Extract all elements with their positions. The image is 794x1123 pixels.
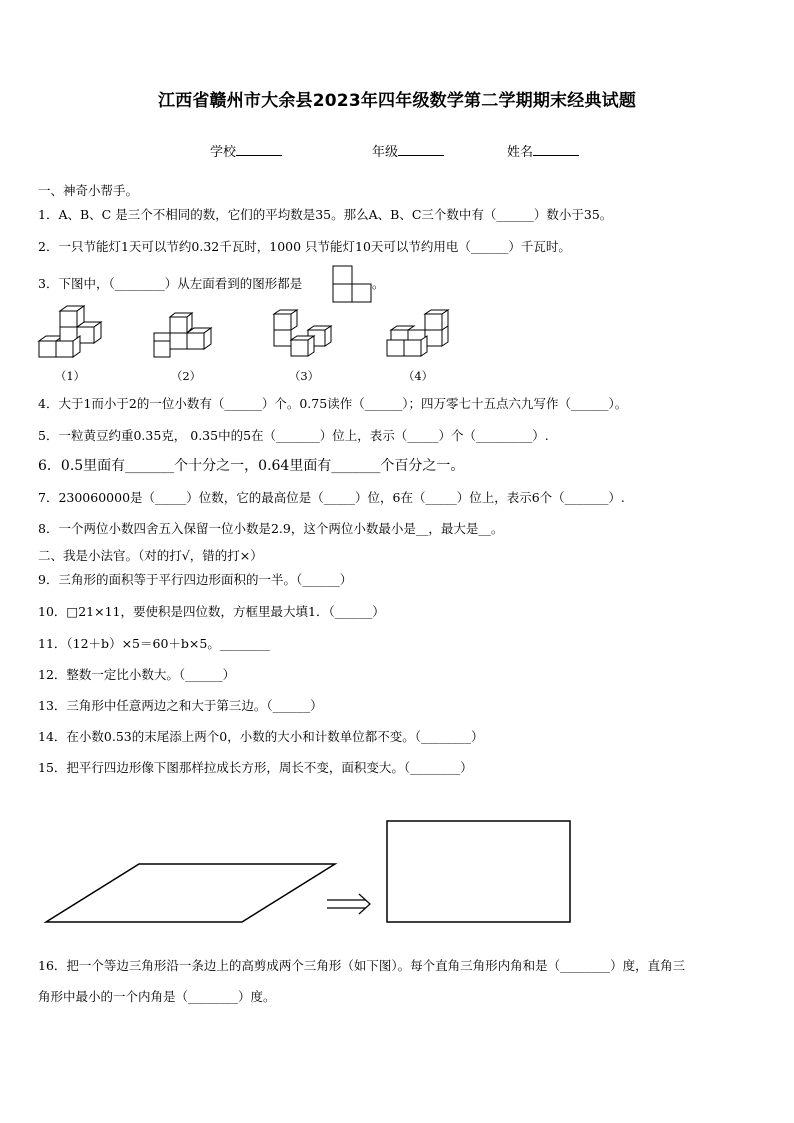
- parallelogram-figure: [40, 860, 340, 926]
- question-4: 4．大于1而小于2的一位小数有（______）个。0.75读作（______）；四万零七十五点六九写作（______）。: [38, 396, 628, 411]
- question-14: 14．在小数0.53的末尾添上两个0，小数的大小和计数单位都不变。（________）: [38, 729, 484, 744]
- grade-field[interactable]: [372, 141, 444, 160]
- question-15: 15．把平行四边形像下图那样拉成长方形，周长不变，面积变大。（________）: [38, 760, 473, 775]
- question-9: 9．三角形的面积等于平行四边形面积的一半。（______）: [38, 572, 353, 587]
- figure-1-caption: （1）: [54, 369, 86, 383]
- grade-label: 年级: [372, 145, 399, 160]
- question-8: 8．一个两位小数四舍五入保留一位小数是2.9，这个两位小数最小是__，最大是__。: [38, 521, 504, 536]
- question-16-line-1: 16．把一个等边三角形沿一条边上的高剪成两个三角形（如下图）。每个直角三角形内角和是（________）度，直角三: [38, 958, 686, 973]
- cube-figure-1: [38, 310, 106, 360]
- section-heading-2: 二、我是小法官。（对的打√，错的打×）: [38, 548, 263, 563]
- double-arrow-icon: [326, 892, 372, 916]
- page-title: 江西省赣州市大余县2023年四年级数学第二学期期末经典试题: [157, 91, 637, 111]
- question-16-line-2: 角形中最小的一个内角是（________）度。: [38, 989, 276, 1004]
- front-view-figure: [332, 265, 372, 303]
- name-blank[interactable]: [533, 143, 579, 156]
- school-label: 学校: [210, 145, 237, 160]
- figure-3-caption: （3）: [288, 369, 320, 383]
- question-7: 7．230060000是（_____）位数，它的最高位是（_____）位，6在（_____）位上，表示6个（_______）.: [38, 490, 625, 505]
- grade-blank[interactable]: [398, 143, 444, 156]
- question-5: 5．一粒黄豆约重0.35克， 0.35中的5在（_______）位上，表示（_____）个（_________）.: [38, 428, 549, 443]
- figure-2-caption: （2）: [170, 369, 202, 383]
- question-13: 13．三角形中任意两边之和大于第三边。（______）: [38, 698, 323, 713]
- question-12: 12．整数一定比小数大。（______）: [38, 667, 236, 682]
- question-11: 11．（12＋b）×5＝60＋b×5。________: [38, 636, 270, 651]
- cube-figure-4: [386, 310, 452, 360]
- question-3-end: 。: [372, 276, 385, 291]
- figure-4-caption: （4）: [402, 369, 434, 383]
- rectangle-figure: [386, 820, 572, 924]
- cube-figure-2: [153, 312, 219, 360]
- name-field[interactable]: [507, 141, 579, 160]
- question-1: 1．A、B、C 是三个不相同的数，它们的平均数是35。那么A、B、C三个数中有（______）数小于35。: [38, 207, 613, 222]
- question-10: 10．□21×11，要使积是四位数，方框里最大填1．（______）: [38, 604, 385, 619]
- question-6: 6．0.5里面有_______个十分之一，0.64里面有_______个百分之一。: [38, 458, 465, 474]
- school-field[interactable]: [210, 141, 282, 160]
- question-3: 3．下图中，（________）从左面看到的图形都是: [38, 276, 303, 291]
- cube-figure-3: [273, 310, 339, 360]
- section-heading-1: 一、神奇小帮手。: [38, 183, 139, 198]
- question-2: 2．一只节能灯1天可以节约0.32千瓦时，1000 只节能灯10天可以节约用电（______）千瓦时。: [38, 239, 571, 254]
- school-blank[interactable]: [236, 143, 282, 156]
- name-label: 姓名: [507, 145, 534, 160]
